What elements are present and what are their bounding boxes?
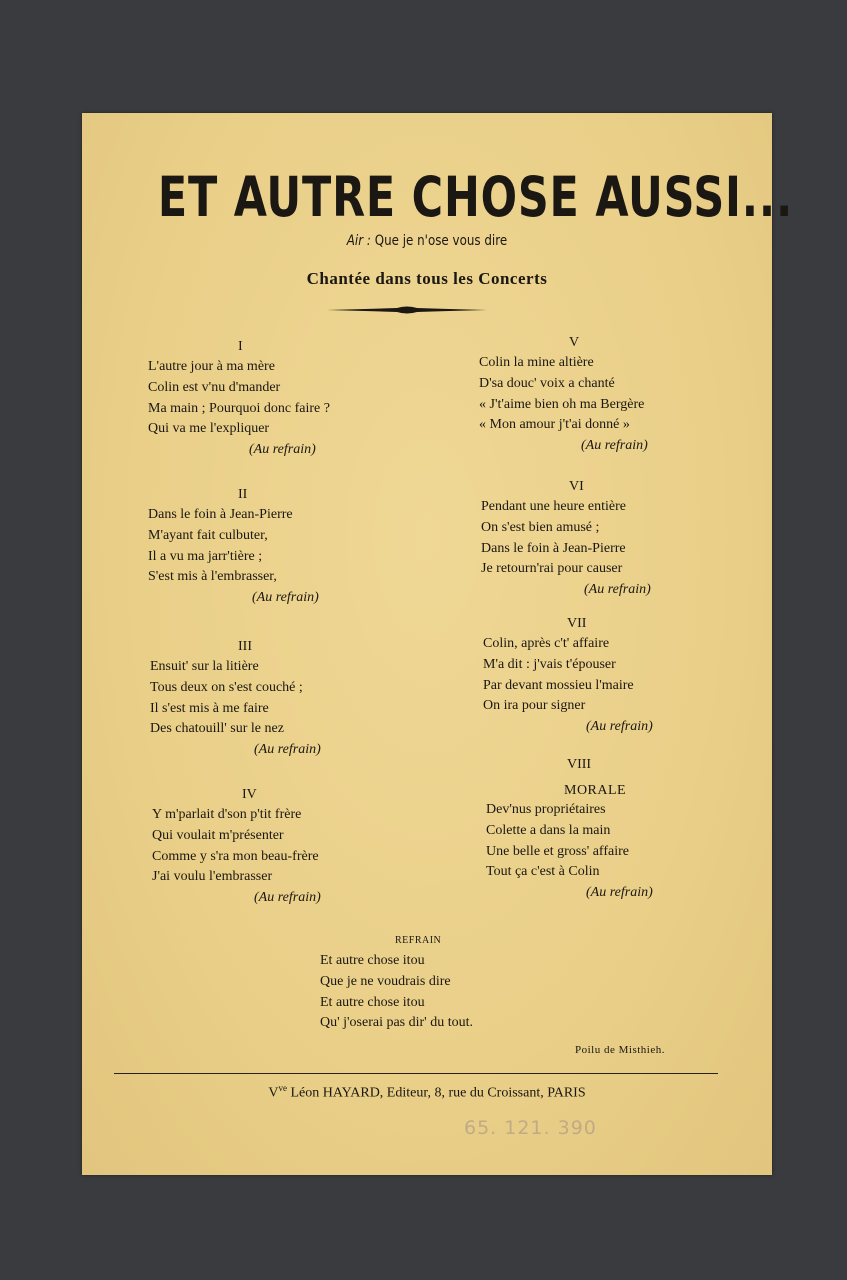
verse-line: L'autre jour à ma mère (148, 359, 275, 374)
verse-line: Des chatouill' sur le nez (150, 721, 284, 737)
verse-line: Pendant une heure entière (481, 499, 626, 514)
refrain-cue: (Au refrain) (254, 742, 321, 758)
verse-line: D'sa douc' voix a chanté (479, 375, 615, 391)
verse-number: VII (567, 616, 587, 631)
verse-line: Comme y s'ra mon beau-frère (152, 848, 319, 864)
verse-number: VI (569, 479, 584, 494)
tune-line (134, 233, 721, 249)
verse-line: Y m'parlait d'son p'tit frère (152, 807, 302, 822)
verse-line: Colin est v'nu d'mander (148, 379, 281, 395)
verse-number: IV (242, 787, 257, 802)
morale-heading: MORALE (564, 783, 627, 798)
verse-line: S'est mis à l'embrasser, (148, 569, 277, 585)
refrain-section (320, 933, 473, 1034)
publisher-superscript: ve (278, 1083, 287, 1093)
verse-line: Dans le foin à Jean-Pierre (481, 540, 626, 556)
verse-line: Dans le foin à Jean-Pierre (148, 507, 293, 522)
verse-line: Il a vu ma jarr'tière ; (148, 548, 263, 564)
footer-rule (114, 1073, 718, 1074)
verse-line: « Mon amour j't'ai donné » (479, 417, 630, 433)
verse-line: On ira pour signer (483, 698, 586, 714)
verse-number: V (569, 335, 580, 350)
verse-number: I (238, 339, 243, 354)
publisher-line (82, 1083, 772, 1102)
verse-line: Ma main ; Pourquoi donc faire ? (148, 400, 330, 416)
refrain-cue: (Au refrain) (584, 582, 651, 598)
verse-number: II (238, 487, 248, 502)
verse-line: Ensuit' sur la litière (150, 659, 259, 674)
refrain-cue: (Au refrain) (252, 590, 319, 606)
verse-line: Qui voulait m'présenter (152, 827, 284, 843)
ornament-divider (327, 305, 487, 315)
verse-line: « J't'aime bien oh ma Bergère (479, 396, 645, 412)
verse-line: Une belle et gross' affaire (486, 843, 629, 859)
archive-number: 65. 121. 390 (464, 1117, 597, 1139)
verse-line: On s'est bien amusé ; (481, 519, 600, 535)
author-signature: Poilu de Misthieh. (575, 1044, 665, 1056)
air-tune: Que je n'ose vous dire (374, 233, 508, 249)
refrain-cue: (Au refrain) (586, 885, 653, 901)
verse-line: Tout ça c'est à Colin (486, 864, 600, 880)
verse-line: M'a dit : j'vais t'épouser (483, 656, 616, 672)
refrain-line: Que je ne voudrais dire (320, 973, 451, 989)
verse-number: III (238, 639, 252, 654)
verse-line: Qui va me l'expliquer (148, 421, 270, 437)
song-title: ET AUTRE CHOSE AUSSI... (157, 165, 794, 229)
refrain-heading: REFRAIN (395, 935, 442, 946)
verse-line: J'ai voulu l'embrasser (152, 869, 273, 885)
refrain-cue: (Au refrain) (254, 890, 321, 906)
publisher-prefix: V (268, 1085, 279, 1101)
publisher-text: Léon HAYARD, Editeur, 8, rue du Croissant, PARIS (286, 1085, 586, 1101)
refrain-line: Et autre chose itou (320, 994, 425, 1010)
refrain-line: Et autre chose itou (320, 953, 425, 968)
song-subtitle: Chantée dans tous les Concerts (306, 269, 548, 288)
refrain-cue: (Au refrain) (586, 719, 653, 735)
verse-line: Je retourn'rai pour causer (481, 561, 623, 577)
verse-line: Par devant mossieu l'maire (483, 677, 634, 693)
refrain-cue: (Au refrain) (581, 438, 648, 454)
song-sheet (82, 113, 794, 1175)
verse-line: Dev'nus propriétaires (486, 802, 606, 817)
verse-line: Colette a dans la main (486, 822, 611, 838)
refrain-cue: (Au refrain) (249, 442, 316, 458)
verse-line: M'ayant fait culbuter, (148, 527, 268, 543)
refrain-line: Qu' j'oserai pas dir' du tout. (320, 1015, 473, 1031)
verse-line: Colin la mine altière (479, 355, 594, 370)
verse-number: VIII (567, 757, 592, 772)
verse-line: Il s'est mis à me faire (150, 700, 269, 716)
verse-line: Colin, après c't' affaire (483, 636, 610, 651)
verse-line: Tous deux on s'est couché ; (150, 679, 303, 695)
air-label: Air : (346, 233, 371, 249)
